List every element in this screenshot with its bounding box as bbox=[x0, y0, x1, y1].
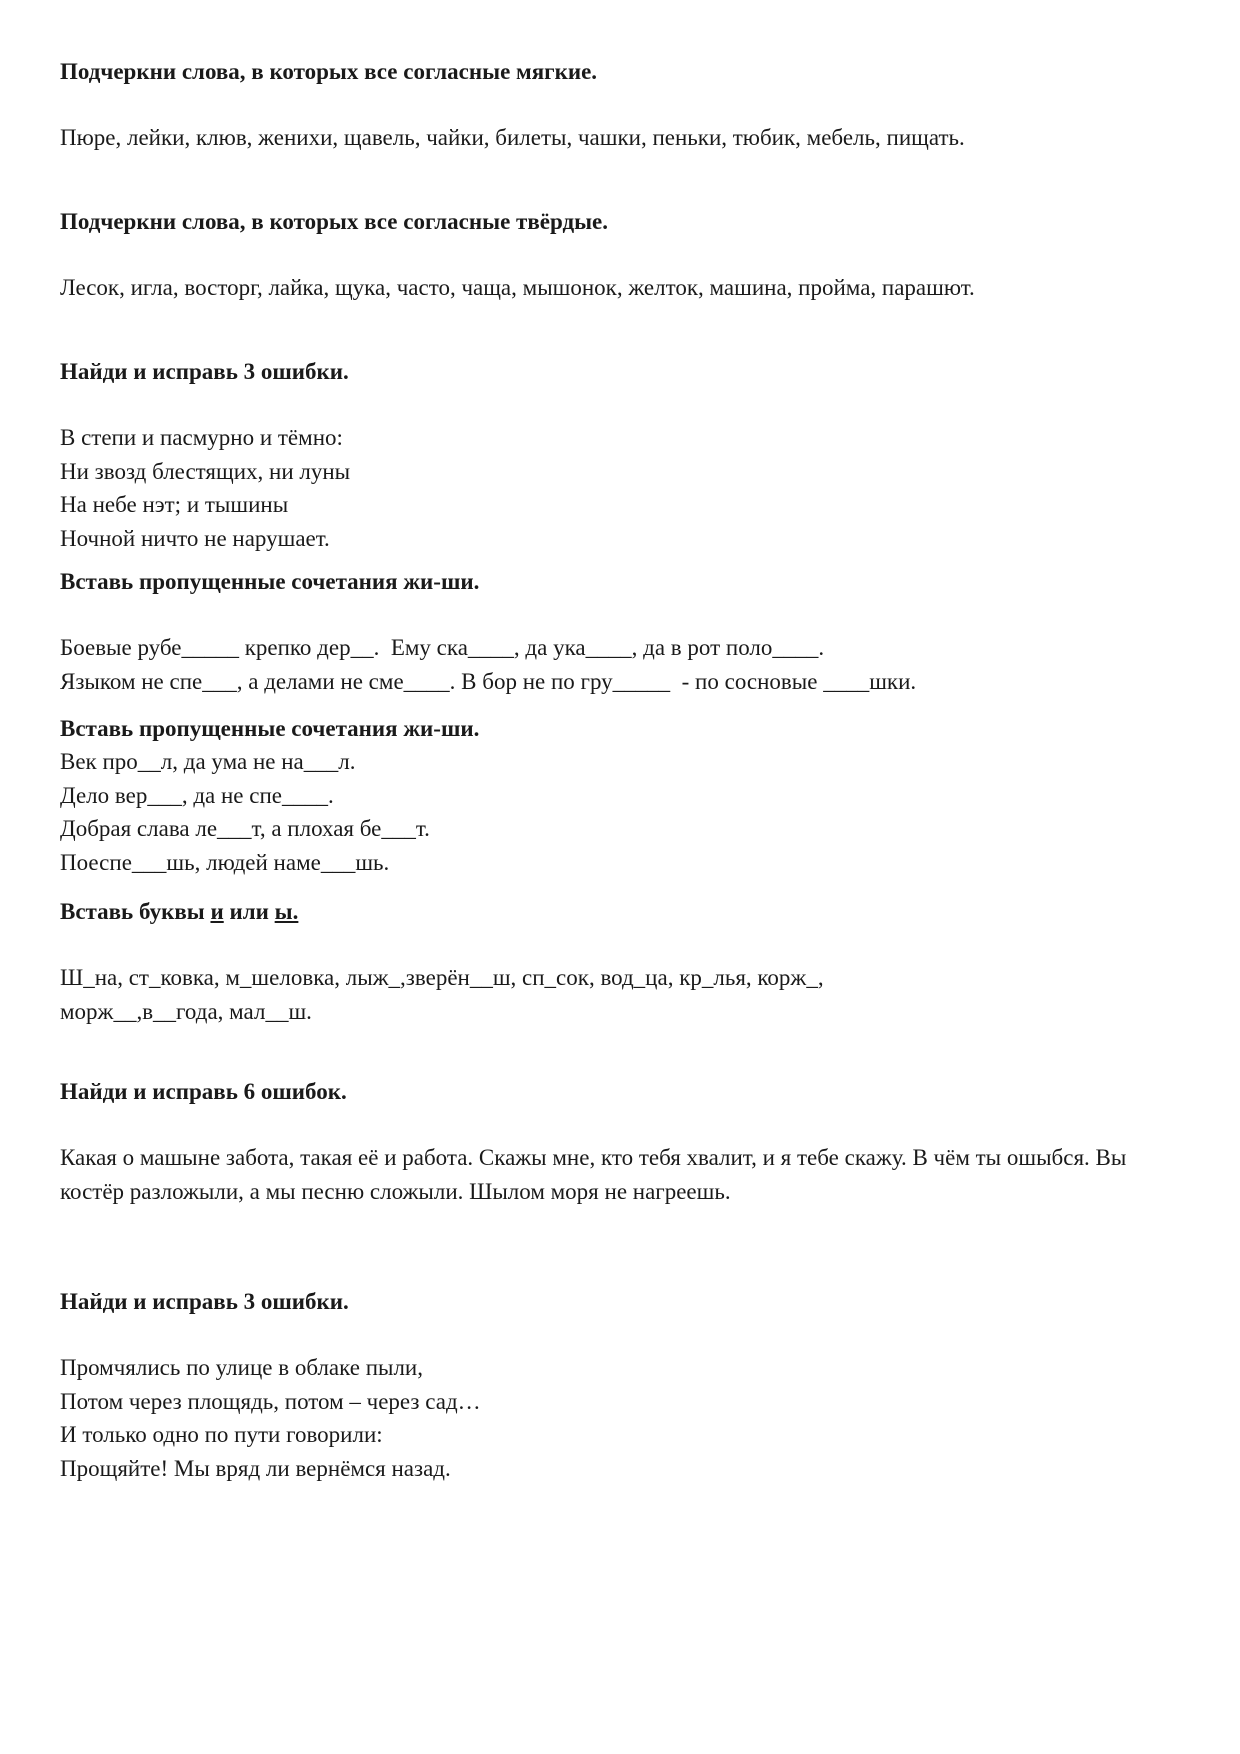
text-line: Век про__л, да ума не на___л. bbox=[60, 749, 356, 774]
text-line: И только одно по пути говорили: bbox=[60, 1422, 383, 1447]
task-4 bbox=[60, 565, 1190, 698]
task-heading bbox=[60, 895, 1190, 928]
text-line: Промчялись по улице в облаке пыли, bbox=[60, 1355, 423, 1380]
task-7 bbox=[60, 1075, 1190, 1208]
task-lines bbox=[60, 421, 1190, 555]
task-6 bbox=[60, 895, 1190, 1028]
text-line: Ночной ничто не нарушает. bbox=[60, 525, 330, 551]
task-lines bbox=[60, 631, 1190, 698]
task-text: Лесок, игла, восторг, лайка, щука, часто, чаща, мышонок, желток, машина, пройма, парашют. bbox=[60, 275, 975, 300]
task-heading: Найди и исправь 3 ошибки. bbox=[60, 1289, 349, 1314]
heading-letter-i: и bbox=[210, 899, 224, 924]
task-lines bbox=[60, 1351, 1190, 1485]
task-text: Пюре, лейки, клюв, женихи, щавель, чайки, билеты, чашки, пеньки, тюбик, мебель, пищать. bbox=[60, 125, 965, 150]
task-1 bbox=[60, 55, 1190, 155]
task-heading: Найди и исправь 3 ошибки. bbox=[60, 359, 349, 384]
task-heading: Вставь пропущенные сочетания жи-ши. bbox=[60, 716, 480, 741]
text-line: На небе нэт; и тышины bbox=[60, 492, 289, 517]
task-heading: Подчеркни слова, в которых все согласные мягкие. bbox=[60, 59, 598, 84]
text-line: морж__,в__года, мал__ш. bbox=[60, 998, 312, 1024]
task-lines bbox=[60, 961, 1190, 1028]
text-line: Ш_на, ст_ковка, м_шеловка, лыж_,зверён__ш, сп_сок, вод_ца, кр_лья, корж_, bbox=[60, 965, 824, 990]
task-8 bbox=[60, 1285, 1190, 1485]
text-line: Прощяйте! Мы вряд ли вернёмся назад. bbox=[60, 1455, 451, 1481]
text-line: Потом через площядь, потом – через сад… bbox=[60, 1388, 481, 1414]
text-line: Ни звозд блестящих, ни луны bbox=[60, 458, 351, 484]
heading-letter-y: ы. bbox=[274, 899, 299, 924]
task-heading: Подчеркни слова, в которых все согласные твёрдые. bbox=[60, 209, 608, 234]
heading-part: или bbox=[223, 899, 275, 924]
task-3 bbox=[60, 355, 1190, 555]
task-5 bbox=[60, 712, 1190, 879]
heading-part: Вставь буквы bbox=[60, 899, 211, 924]
text-line: Дело вер___, да не спе____. bbox=[60, 782, 334, 808]
task-lines bbox=[60, 745, 1190, 879]
task-heading: Найди и исправь 6 ошибок. bbox=[60, 1079, 347, 1104]
text-line: Боевые рубе_____ крепко дер__. Ему ска____, да ука____, да в рот поло____. bbox=[60, 635, 825, 660]
text-line: Добрая слава ле___т, а плохая бе___т. bbox=[60, 816, 430, 841]
task-2 bbox=[60, 205, 1190, 305]
text-line: В степи и пасмурно и тёмно: bbox=[60, 425, 343, 450]
text-line: Поеспе___шь, людей наме___шь. bbox=[60, 849, 390, 875]
task-heading: Вставь пропущенные сочетания жи-ши. bbox=[60, 569, 480, 594]
text-line: Языком не спе___, а делами не сме____. В бор не по гру_____ - по сосновые ____шки. bbox=[60, 668, 917, 694]
task-text: Какая о машыне забота, такая её и работа. Скажы мне, кто тебя хвалит, и я тебе скажу. В чём ты ошыбся. Вы костёр разложыли, а мы песню сложыли. Шылом моря не нагреешь. bbox=[60, 1145, 1127, 1204]
